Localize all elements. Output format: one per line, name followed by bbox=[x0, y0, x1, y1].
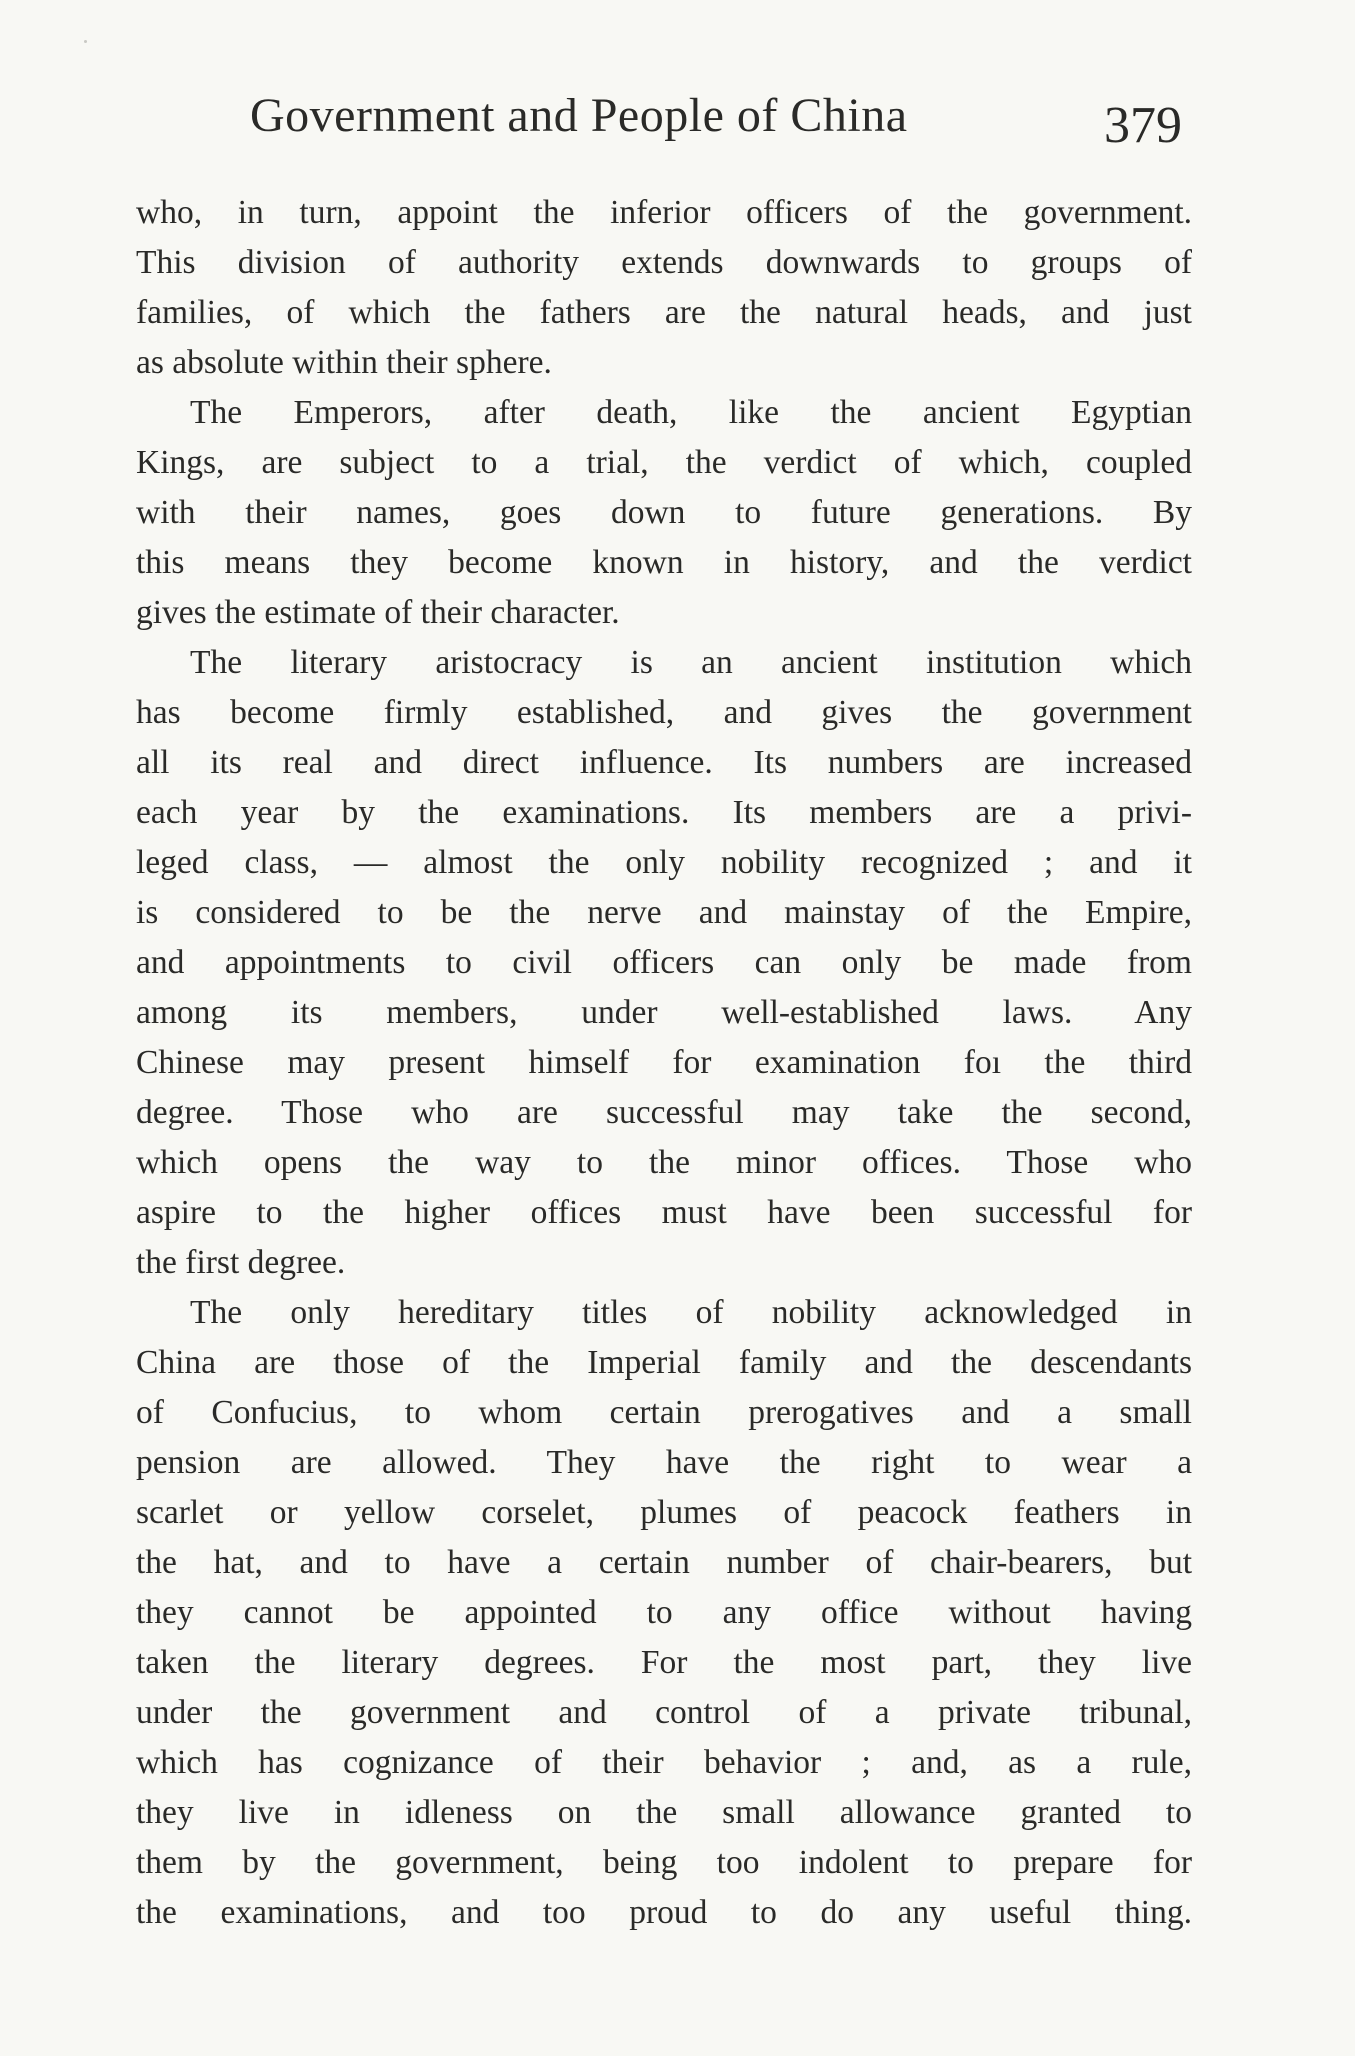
text-line: all its real and direct influence. Its numbers are increased bbox=[136, 744, 1192, 781]
text-line: pension are allowed. They have the right to wear a bbox=[136, 1444, 1192, 1481]
text-line: leged class, — almost the only nobility recognized ; and it bbox=[136, 844, 1192, 881]
text-line: the first degree. bbox=[136, 1244, 346, 1281]
text-line: Chinese may present himself for examination foı the third bbox=[136, 1044, 1192, 1081]
text-line: which has cognizance of their behavior ; and, as a rule, bbox=[136, 1744, 1192, 1781]
text-line: with their names, goes down to future generations. By bbox=[136, 494, 1192, 531]
text-line: scarlet or yellow corselet, plumes of peacock feathers in bbox=[136, 1494, 1192, 1531]
paper-speck bbox=[84, 40, 87, 43]
text-line: the examinations, and too proud to do any useful thing. bbox=[136, 1894, 1192, 1931]
text-line: Kings, are subject to a trial, the verdict of which, coupled bbox=[136, 444, 1192, 481]
text-line: of Confucius, to whom certain prerogatives and a small bbox=[136, 1394, 1192, 1431]
text-line: the hat, and to have a certain number of chair-bearers, but bbox=[136, 1544, 1192, 1581]
text-line: The Emperors, after death, like the ancient Egyptian bbox=[190, 394, 1192, 431]
text-line: is considered to be the nerve and mainstay of the Empire, bbox=[136, 894, 1192, 931]
text-line: each year by the examinations. Its members are a privi- bbox=[136, 794, 1192, 831]
text-line: and appointments to civil officers can only be made from bbox=[136, 944, 1192, 981]
text-line: aspire to the higher offices must have been successful for bbox=[136, 1194, 1192, 1231]
text-line: which opens the way to the minor offices. Those who bbox=[136, 1144, 1192, 1181]
text-line: under the government and control of a private tribunal, bbox=[136, 1694, 1192, 1731]
text-line: The literary aristocracy is an ancient institution which bbox=[190, 644, 1192, 681]
text-line: has become firmly established, and gives the government bbox=[136, 694, 1192, 731]
text-line: families, of which the fathers are the natural heads, and just bbox=[136, 294, 1192, 331]
page-number: 379 bbox=[1104, 97, 1182, 154]
text-line: taken the literary degrees. For the most part, they live bbox=[136, 1644, 1192, 1681]
text-line: them by the government, being too indolent to prepare for bbox=[136, 1844, 1192, 1881]
text-line: degree. Those who are successful may take the second, bbox=[136, 1094, 1192, 1131]
text-line: This division of authority extends downwards to groups of bbox=[136, 244, 1192, 281]
text-line: China are those of the Imperial family and the descendants bbox=[136, 1344, 1192, 1381]
text-line: as absolute within their sphere. bbox=[136, 344, 552, 381]
text-line: gives the estimate of their character. bbox=[136, 594, 620, 631]
text-line: they cannot be appointed to any office without having bbox=[136, 1594, 1192, 1631]
text-line: who, in turn, appoint the inferior officers of the government. bbox=[136, 194, 1192, 231]
body-text bbox=[136, 188, 1192, 1938]
running-title: Government and People of China bbox=[250, 89, 908, 142]
text-line: this means they become known in history, and the verdict bbox=[136, 544, 1192, 581]
text-line: they live in idleness on the small allowance granted to bbox=[136, 1794, 1192, 1831]
text-line: The only hereditary titles of nobility acknowledged in bbox=[190, 1294, 1192, 1331]
text-line: among its members, under well-established laws. Any bbox=[136, 994, 1192, 1031]
